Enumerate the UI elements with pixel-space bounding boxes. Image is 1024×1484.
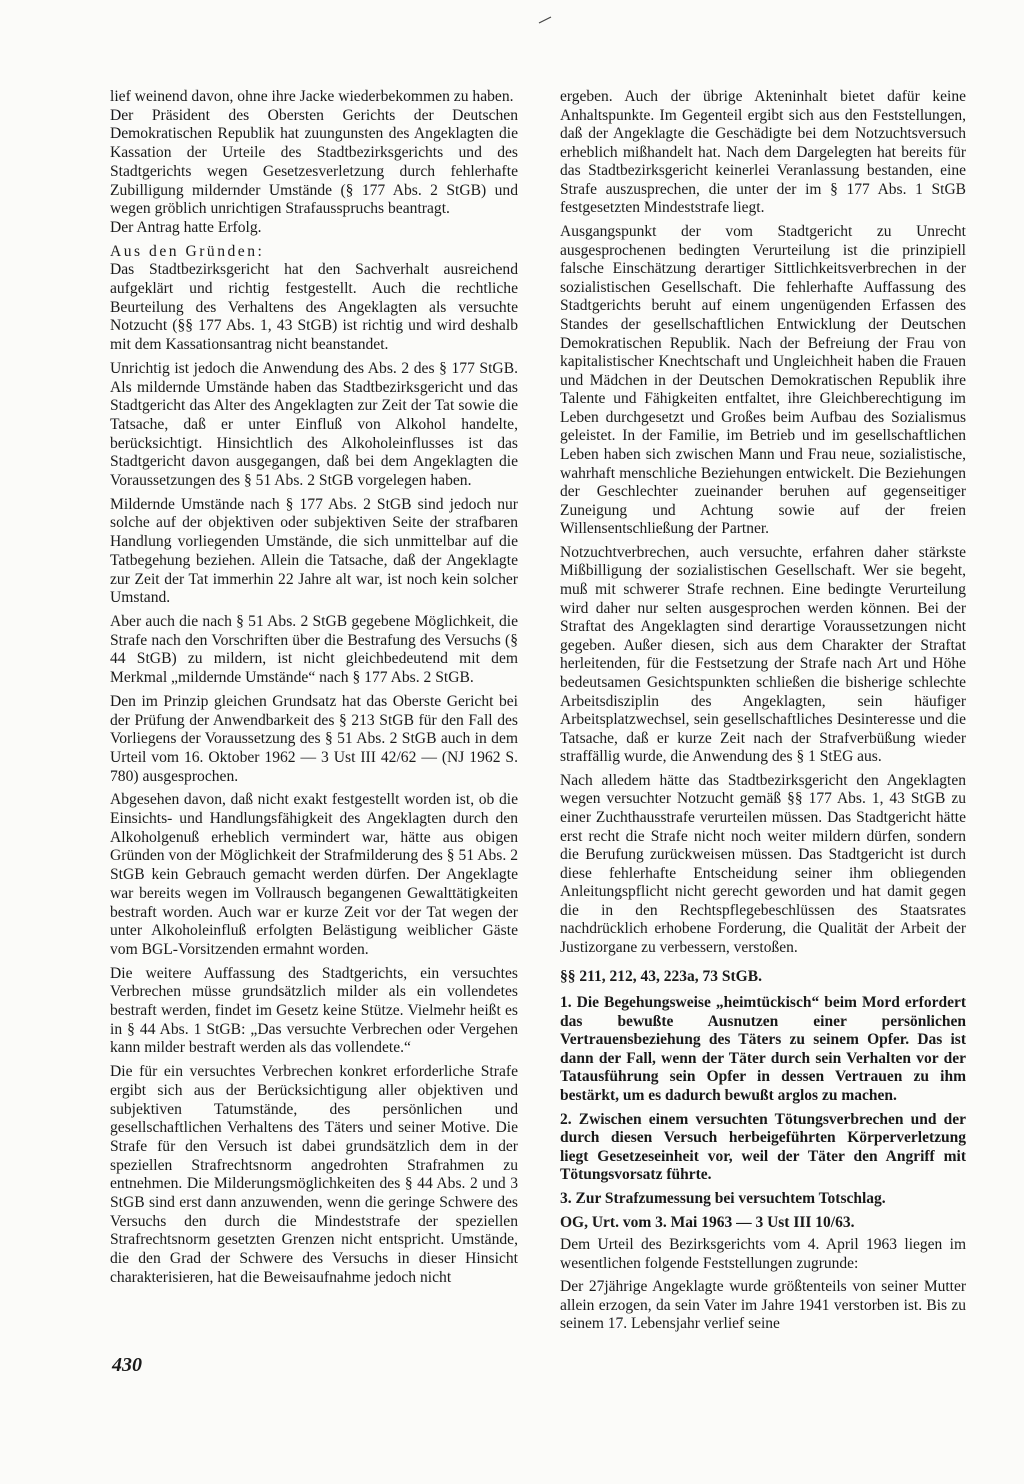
- paragraph: Mildernde Umstände nach § 177 Abs. 2 StGB sind jedoch nur solche auf der objektiven oder subjektiven Seite der strafbaren Handlung vorliegenden Umstände, die sich unmittelbar auf die Tatbegehung beziehen. Allein die Tatsache, daß der Angeklagte zur Zeit der Tat immerhin 22 Jahre alt war, ist noch kein solcher Umstand.: [110, 495, 518, 607]
- paragraph: Das Stadtbezirksgericht hat den Sachverhalt ausreichend aufgeklärt und richtig festgestellt. Auch die rechtliche Beurteilung des Verhaltens des Angeklagten als versuchte Notzucht (§§ 177 Abs. 1, 43 StGB) ist richtig und wird deshalb mit dem Kassationsantrag nicht beanstandet.: [110, 261, 518, 354]
- paragraph: Unrichtig ist jedoch die Anwendung des Abs. 2 des § 177 StGB. Als mildernde Umstände haben das Stadtbezirksgericht und das Stadtgericht das Alter des Angeklagten zur Zeit der Tat sowie die Tatsache, daß er unter Einfluß von Alkohol handelte, berücksichtigt. Hinsichtlich des Alkoholeinflusses ist das Stadtgericht davon ausgegangen, daß bei dem Angeklagten die Voraussetzungen des § 51 Abs. 2 StGB vorgelegen haben.: [110, 359, 518, 490]
- statute-heading: §§ 211, 212, 43, 223a, 73 StGB.: [560, 967, 762, 985]
- paragraph: Nach alledem hätte das Stadtbezirksgericht den Angeklagten wegen versuchter Notzucht gemäß §§ 177 Abs. 1, 43 StGB zu einer Zuchthausstrafe verurteilen müssen. Das Stadtgericht hätte erst recht die Strafe nicht noch weiter mildern dürfen, sondern die Berufung zurückweisen müssen. Das Stadtgericht ist durch diese fehlerhafte Entscheidung seiner ihm obliegenden Anleitungspflicht nicht gerecht geworden und hat damit gegen die in den Rechtspflegebeschlüssen des Staatsrates nachdrücklich erhobene Forderung, die Qualität der Arbeit der Justizorgane zu verbessern, verstoßen.: [560, 771, 966, 957]
- paragraph: Notzuchtverbrechen, auch versuchte, erfahren daher stärkste Mißbilligung der sozialistischen Gesellschaft. Wer sie begeht, muß mit schwerer Strafe rechnen. Eine bedingte Verurteilung wird daher nur selten ausgesprochen werden können. Bei der Straftat des Angeklagten sind derartige Voraussetzungen nicht gegeben. Außer diesen, sich aus dem Charakter der Straftat herleitenden, für die Festsetzung der Strafe nach Art und Höhe bedeutsamen Gesichtspunkten schließen die bisherige schlechte Arbeitsdisziplin des Angeklagten, sein häufiger Arbeitsplatzwechsel, sein gesellschaftliches Desinteresse und die Tatsache, daß er kurze Zeit nach der Strafverbüßung wieder straffällig wurde, die Anwendung des § 1 StEG aus.: [560, 543, 966, 766]
- paragraph: Dem Urteil des Bezirksgerichts vom 4. April 1963 liegen im wesentlichen folgende Feststellungen zugrunde:: [560, 1236, 966, 1272]
- paragraph: Den im Prinzip gleichen Grundsatz hat das Oberste Gericht bei der Prüfung der Anwendbarkeit des § 213 StGB für den Fall des Vorliegens der Voraussetzung des § 51 Abs. 2 StGB auch in dem Urteil vom 16. Oktober 1962 — 3 Ust III 42/62 — (NJ 1962 S. 780) ausgesprochen.: [110, 692, 518, 785]
- paragraph: Der Präsident des Obersten Gerichts der Deutschen Demokratischen Republik hat zuungunsten des Angeklagten die Kassation der Urteile des Stadtbezirksgerichts und des Stadtgerichts wegen Gesetzesverletzung durch fehlerhafte Zubilligung mildernder Umstände (§ 177 Abs. 2 StGB) und wegen gröblich unrichtigen Strafausspruchs beantragt.: [110, 106, 518, 218]
- page-number: 430: [112, 1354, 142, 1376]
- paragraph: Die weitere Auffassung des Stadtgerichts, ein versuchtes Verbrechen müsse grundsätzlich milder als ein vollendetes bestraft werden, findet im Gesetz keine Stütze. Vielmehr heißt es in § 44 Abs. 1 StGB: „Das versuchte Verbrechen oder Vergehen kann milder bestraft werden als das vollendete.“: [110, 964, 518, 1057]
- headnote: 2. Zwischen einem versuchten Tötungsverbrechen und der durch diesen Versuch herbeigeführten Körperverletzung liegt Gesetzeseinheit vor, weil der Täter den Angriff mit Tötungsvorsatz führte.: [560, 1110, 966, 1184]
- right-column: [560, 88, 966, 1339]
- pen-mark: [538, 16, 552, 24]
- paragraph: lief weinend davon, ohne ihre Jacke wiederbekommen zu haben.: [110, 88, 514, 105]
- headnote: 3. Zur Strafzumessung bei versuchtem Totschlag.: [560, 1189, 886, 1207]
- paragraph: ergeben. Auch der übrige Akteninhalt bietet dafür keine Anhaltspunkte. Im Gegenteil ergibt sich aus den Feststellungen, daß der Angeklagte die Geschädigte bei dem Notzuchtsversuch erheblich mißhandelt hat. Nach dem Dargelegten hat bereits für das Stadtbezirksgericht keinerlei Veranlassung bestanden, eine Strafe auszusprechen, die unter der im § 177 Abs. 1 StGB festgesetzten Mindeststrafe liegt.: [560, 88, 966, 217]
- section-heading: Aus den Gründen:: [110, 242, 265, 260]
- headnote: 1. Die Begehungsweise „heimtückisch“ beim Mord erfordert das bewußte Ausnutzen einer persönlichen Vertrauensbeziehung des Täters zu seinem Opfer. Das ist dann der Fall, wenn der Täter durch sein Verhalten vor der Tatausführung sein Opfer in dessen Vertrauen zu ihm bestärkt, um es dadurch bewußt arglos zu machen.: [560, 994, 966, 1105]
- left-column: [110, 88, 518, 1293]
- paragraph: Der Antrag hatte Erfolg.: [110, 218, 262, 236]
- case-reference: OG, Urt. vom 3. Mai 1963 — 3 Ust III 10/63.: [560, 1213, 855, 1231]
- paragraph: Die für ein versuchtes Verbrechen konkret erforderliche Strafe ergibt sich aus der Berücksichtigung aller objektiven und subjektiven Tatumstände, des persönlichen und gesellschaftlichen Verhaltens des Täters und seiner Motive. Die Strafe für den Versuch ist dabei grundsätzlich dem in der speziellen Strafrechtsnorm angedrohten Strafrahmen zu entnehmen. Die Milderungsmöglichkeiten des § 44 Abs. 2 und 3 StGB sind erst dann anzuwenden, wenn die geringe Schwere des Versuchs den durch die Mindeststrafe der speziellen Strafrechtsnorm gesetzten Grenzen nicht entspricht. Umstände, die den Grad der Schwere des Versuchs in dieser Hinsicht charakterisieren, hat die Beweisaufnahme jedoch nicht: [110, 1063, 518, 1286]
- paragraph: Abgesehen davon, daß nicht exakt festgestellt worden ist, ob die Einsichts- und Handlungsfähigkeit des Angeklagten durch den Alkoholgenuß erheblich vermindert war, hätte aus obigen Gründen von der Möglichkeit der Strafmilderung des § 51 Abs. 2 StGB kein Gebrauch gemacht werden dürfen. Der Angeklagte war bereits wegen im Vollrausch begangenen Gewalttätigkeiten bestraft worden. Auch war er kurze Zeit vor der Tat wegen der unter Alkoholeinfluß erfolgten Belästigung weiblicher Gäste vom BGL-Vorsitzenden ermahnt worden.: [110, 791, 518, 958]
- paragraph: Ausgangspunkt der vom Stadtgericht zu Unrecht ausgesprochenen bedingten Verurteilung ist die prinzipiell falsche Einschätzung derartiger Sittlichkeitsverbrechen in der sozialistischen Gesellschaft. Die fehlerhafte Auffassung des Stadtgerichts beruht auf einem ungenügenden Erfassen des Standes der gesellschaftlichen Entwicklung der Deutschen Demokratischen Republik. Nach der Befreiung der Frau von kapitalistischer Knechtschaft und Ungleichheit haben die Frauen und Mädchen in der Deutschen Demokratischen Republik ihre Talente und Fähigkeiten entfaltet, ihre Gleichberechtigung im Leben durchgesetzt und Großes beim Aufbau des Sozialismus geleistet. In der Familie, im Betrieb und im gesellschaftlichen Leben haben sich zwischen Mann und Frau neue, sozialistische, wahrhaft menschliche Beziehungen entwickelt. Die Beziehungen der Geschlechter zueinander beruhen auf gegenseitiger Zuneigung und Achtung sowie auf der freien Willensentschließung der Partner.: [560, 223, 966, 538]
- paragraph: Aber auch die nach § 51 Abs. 2 StGB gegebene Möglichkeit, die Strafe nach den Vorschriften über die Bestrafung des Versuchs (§ 44 StGB) zu mildern, ist nicht gleichbedeutend mit dem Merkmal „mildernde Umstände“ nach § 177 Abs. 2 StGB.: [110, 612, 518, 687]
- paragraph: Der 27jährige Angeklagte wurde größtenteils von seiner Mutter allein erzogen, da sein Vater im Jahre 1941 verstorben ist. Bis zu seinem 17. Lebensjahr verlief seine: [560, 1278, 966, 1333]
